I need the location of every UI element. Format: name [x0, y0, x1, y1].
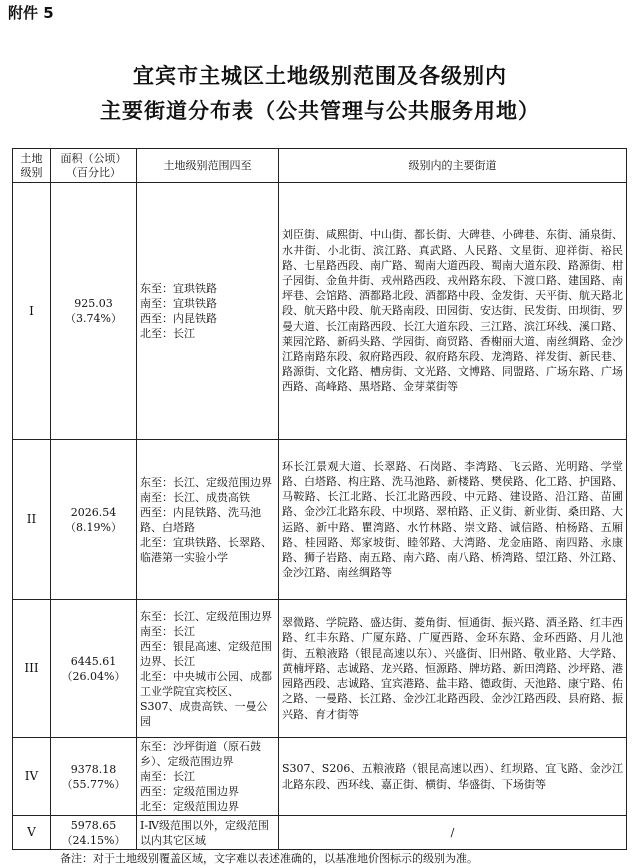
header-streets: 级别内的主要街道: [279, 149, 627, 183]
area-cell: 5978.65 （24.15%）: [51, 816, 137, 850]
land-level-table: [12, 148, 627, 850]
table-row: [13, 440, 627, 600]
level-cell: I: [13, 183, 51, 440]
area-cell: 2026.54 （8.19%）: [51, 440, 137, 600]
range-cell: Ⅰ-Ⅳ级范围以外，定级范围以内其它区域: [137, 816, 279, 850]
streets-cell: S307、S206、五粮液路（银昆高速以西）、红坝路、宜飞路、金沙江北路东段、西环线、嘉正街、横街、华盛街、下场街等: [279, 738, 627, 816]
table-header-row: [13, 149, 627, 183]
level-cell: III: [13, 600, 51, 738]
level-cell: V: [13, 816, 51, 850]
level-cell: II: [13, 440, 51, 600]
area-cell: 9378.18 （55.77%）: [51, 738, 137, 816]
footnote: 备注：对于土地级别覆盖区域，文字难以表述准确的，以基准地价图标示的级别为准。: [60, 852, 478, 865]
streets-cell: 环长江景观大道、长翠路、石岗路、李湾路、飞云路、光明路、学堂路、白塔路、构庄路、洗马池路、新楼路、樊侯路、化工路、护国路、马鞍路、长江北路、长江北路西段、中元路、建设路、沿江路、苗圃路、金沙江北路东段、中坝路、翠柏路、正义街、新业街、桑田路、大运路、新中路、瞿湾路、水竹林路、崇文路、诚信路、柏杨路、五厢路、桂园路、郑家坡街、睦邻路、大湾路、龙金庙路、南四路、永康路、狮子岩路、南五路、南六路、南八路、桥湾路、望江路、外江路、金沙江路、南丝绸路等: [279, 440, 627, 600]
attachment-label: 附件 5: [8, 4, 54, 22]
area-cell: 925.03 （3.74%）: [51, 183, 137, 440]
streets-cell: 刘臣街、咸熙街、中山街、都长街、大碑巷、小碑巷、东街、涌泉街、水井街、小北街、滨江路、真武路、人民路、文星街、迎祥街、裕民路、七星路西段、南广路、蜀南大道西段、蜀南大道东段、路源街、柑子园街、金鱼井街、戎州路西段、戎州路东段、下渡口路、建国路、南坪巷、会馆路、酒都路北段、酒都路中段、金发街、天平街、航天路北段、航天路中段、航天路南段、田园街、安达街、民发街、田坝街、罗曼大道、长江南路西段、长江大道东段、三江路、滨江环线、溪口路、莱园沱路、新码头路、学园街、商贸路、香榭丽大道、南丝绸路、金沙江路南路东段、叙府路西段、叙府路东段、龙湾路、祥发街、新民巷、路源街、文化路、槽房街、文光路、文博路、同盟路、广场东路、广场西路、高峰路、黑塔路、金芽菜街等: [279, 183, 627, 440]
table-row: [13, 738, 627, 816]
range-cell: 东至：宜珙铁路 南至：宜珙铁路 西至：内昆铁路 北至：长江: [137, 183, 279, 440]
page-title-line-1: 宜宾市主城区土地级别范围及各级别内: [133, 63, 507, 88]
range-cell: 东至：长江、定级范围边界 南至：长江 西至：银昆高速、定级范围边界、长江 北至：中央城市公园、成都工业学院宜宾校区、S307、成贵高铁、一曼公园: [137, 600, 279, 738]
page-title-line-2: 主要街道分布表（公共管理与公共服务用地）: [100, 98, 540, 123]
streets-cell: /: [279, 816, 627, 850]
table-row: [13, 600, 627, 738]
level-cell: IV: [13, 738, 51, 816]
header-level: 土地 级别: [13, 149, 51, 183]
header-range: 土地级别范围四至: [137, 149, 279, 183]
area-cell: 6445.61 （26.04%）: [51, 600, 137, 738]
range-cell: 东至：长江、定级范围边界 南至：长江、成贵高铁 西至：内昆铁路、洗马池路、白塔路 北至：宜珙铁路、长翠路、临港第一实验小学: [137, 440, 279, 600]
header-area: 面积（公顷） （百分比）: [51, 149, 137, 183]
table-row: [13, 816, 627, 850]
streets-cell: 翠微路、学院路、盛达街、菱角街、恒通街、振兴路、酒圣路、红丰西路、红丰东路、广厦东路、广厦西路、金环东路、金环西路、月儿池街、五粮液路（银昆高速以东）、兴盛街、旧州路、敬业路、大学路、黄楠坪路、志诚路、龙兴路、恒源路、牌坊路、新田湾路、沙坪路、港园路西段、志诚路、宜宾港路、盐丰路、德政街、天池路、康宁路、佑之路、一曼路、长江路、金沙江北路西段、金沙江路西段、县府路、振兴路、育才街等: [279, 600, 627, 738]
table-row: [13, 183, 627, 440]
range-cell: 东至：沙坪街道（原石鼓乡）、定级范围边界 南至：长江 西至：定级范围边界 北至：定级范围边界: [137, 738, 279, 816]
